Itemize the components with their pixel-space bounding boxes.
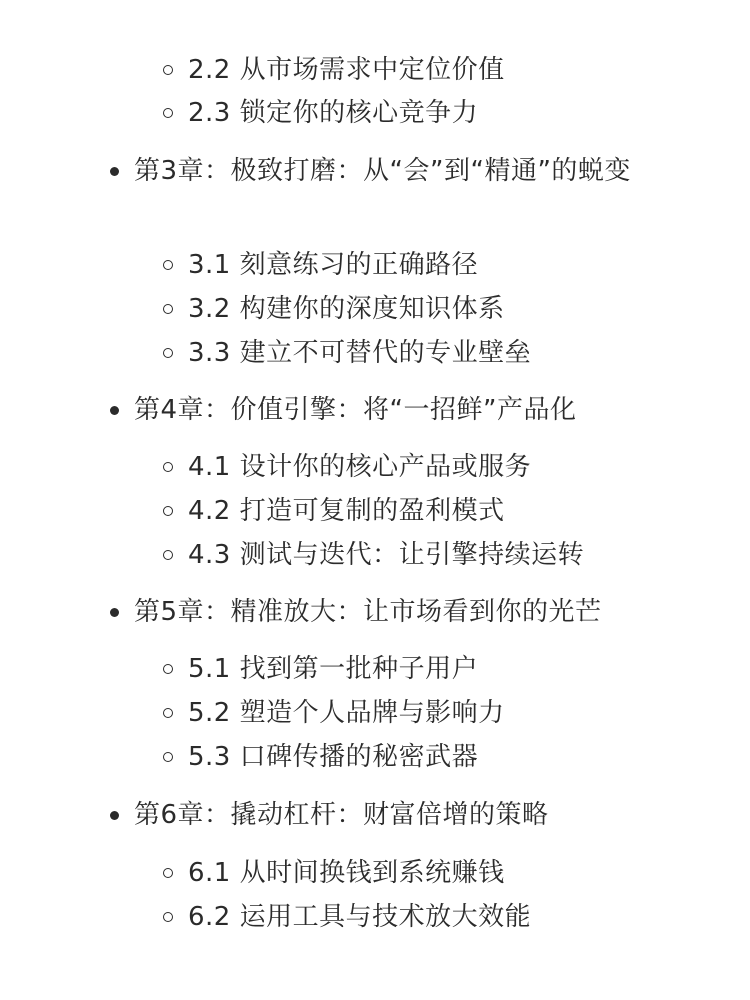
circle-bullet-icon (163, 348, 173, 358)
circle-bullet-icon (163, 752, 173, 762)
chapter-title: 第3章：极致打磨：从“会”到“精通”的蜕变 (134, 156, 631, 186)
section-title: 2.2 从市场需求中定位价值 (188, 55, 505, 85)
section-title: 6.2 运用工具与技术放大效能 (188, 902, 532, 932)
disc-bullet-icon (110, 811, 119, 820)
circle-bullet-icon (163, 912, 173, 922)
section-title: 4.1 设计你的核心产品或服务 (188, 452, 532, 482)
section-title: 5.3 口碑传播的秘密武器 (188, 742, 479, 772)
circle-bullet-icon (163, 108, 173, 118)
section-title: 4.3 测试与迭代：让引擎持续运转 (188, 540, 585, 570)
circle-bullet-icon (163, 65, 173, 75)
section-title: 6.1 从时间换钱到系统赚钱 (188, 858, 505, 888)
circle-bullet-icon (163, 304, 173, 314)
section-title: 3.1 刻意练习的正确路径 (188, 250, 479, 280)
disc-bullet-icon (110, 167, 119, 176)
section-title: 3.3 建立不可替代的专业壁垒 (188, 338, 532, 368)
chapter-title: 第4章：价值引擎：将“一招鲜”产品化 (134, 395, 577, 425)
circle-bullet-icon (163, 664, 173, 674)
section-title: 5.2 塑造个人品牌与影响力 (188, 698, 505, 728)
section-title: 4.2 打造可复制的盈利模式 (188, 496, 505, 526)
circle-bullet-icon (163, 506, 173, 516)
circle-bullet-icon (163, 550, 173, 560)
circle-bullet-icon (163, 868, 173, 878)
section-title: 2.3 锁定你的核心竞争力 (188, 98, 479, 128)
disc-bullet-icon (110, 406, 119, 415)
chapter-title: 第5章：精准放大：让市场看到你的光芒 (134, 597, 602, 627)
section-title: 3.2 构建你的深度知识体系 (188, 294, 505, 324)
section-title: 5.1 找到第一批种子用户 (188, 654, 479, 684)
circle-bullet-icon (163, 260, 173, 270)
circle-bullet-icon (163, 708, 173, 718)
circle-bullet-icon (163, 462, 173, 472)
chapter-title: 第6章：撬动杠杆：财富倍增的策略 (134, 800, 549, 830)
disc-bullet-icon (110, 608, 119, 617)
